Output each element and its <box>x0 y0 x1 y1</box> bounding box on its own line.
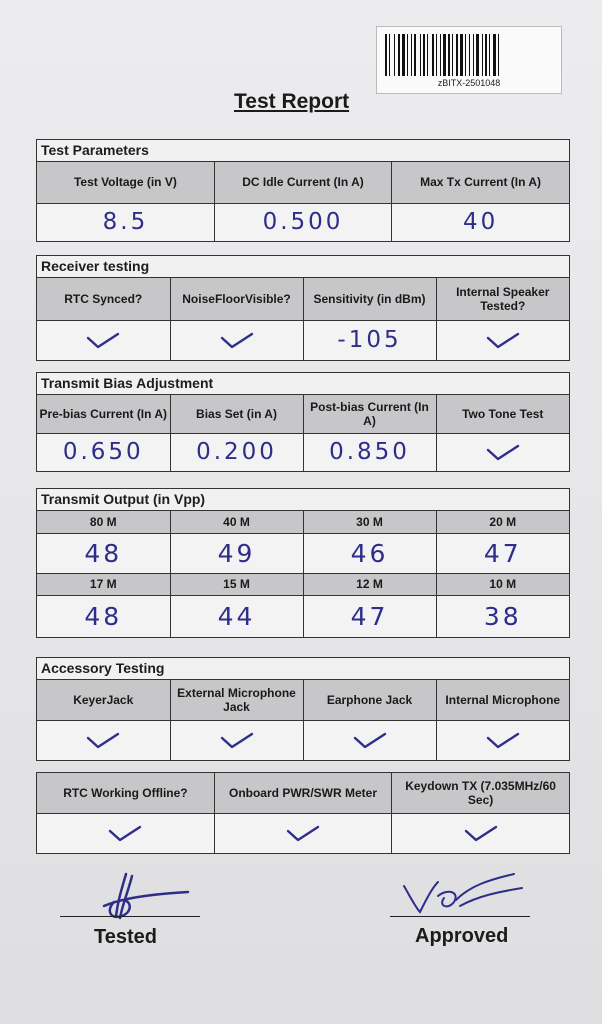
column-header: Internal Microphone <box>436 680 569 720</box>
column-header: Onboard PWR/SWR Meter <box>214 773 391 813</box>
column-header: Internal Speaker Tested? <box>436 278 569 320</box>
handwritten-value: 0.850 <box>329 439 410 466</box>
column-header: Post-bias Current (In A) <box>303 395 436 433</box>
misc-tests-section <box>36 772 570 854</box>
approved-signature-line <box>390 916 530 917</box>
transmit-bias-section <box>36 372 570 472</box>
band-header: 15 M <box>170 573 303 595</box>
page-title: Test Report <box>234 90 350 113</box>
section-heading: Transmit Bias Adjustment <box>37 373 569 395</box>
checkmark-icon <box>485 330 521 350</box>
column-header: Test Voltage (in V) <box>37 162 214 203</box>
band-header: 80 M <box>37 511 170 533</box>
receiver-testing-table <box>37 278 569 360</box>
checkmark-icon <box>285 823 321 843</box>
handwritten-value: 0.500 <box>262 209 344 236</box>
barcode-number: zBITX-2501048 <box>437 78 501 88</box>
column-header: KeyerJack <box>37 680 170 720</box>
handwritten-value: -105 <box>337 327 402 354</box>
column-header: Two Tone Test <box>436 395 569 433</box>
accessory-testing-section <box>36 657 570 761</box>
checkmark-icon <box>463 823 499 843</box>
checkmark-icon <box>85 330 121 350</box>
tested-label: Tested <box>94 926 157 948</box>
checkmark-icon <box>485 730 521 750</box>
handwritten-value: 38 <box>483 601 522 631</box>
section-heading: Accessory Testing <box>37 658 569 680</box>
band-header: 30 M <box>303 511 436 533</box>
handwritten-value: 8.5 <box>102 209 149 236</box>
handwritten-value: 40 <box>462 209 499 236</box>
checkmark-icon <box>107 823 143 843</box>
barcode-icon <box>385 34 553 76</box>
handwritten-value: 47 <box>350 601 389 631</box>
column-header: Sensitivity (in dBm) <box>303 278 436 320</box>
transmit-output-section <box>36 488 570 638</box>
band-header: 12 M <box>303 573 436 595</box>
transmit-bias-table <box>37 395 569 471</box>
column-header: Max Tx Current (In A) <box>392 162 569 203</box>
column-header: RTC Synced? <box>37 278 170 320</box>
tested-signature-icon <box>92 866 202 926</box>
misc-tests-table <box>37 773 569 853</box>
receiver-testing-section <box>36 255 570 361</box>
column-header: Bias Set (in A) <box>170 395 303 433</box>
checkmark-icon <box>219 730 255 750</box>
section-heading: Receiver testing <box>37 256 569 278</box>
accessory-testing-table <box>37 680 569 760</box>
column-header: DC Idle Current (In A) <box>214 162 391 203</box>
checkmark-icon <box>219 330 255 350</box>
column-header: Pre-bias Current (In A) <box>37 395 170 433</box>
barcode-label <box>376 26 562 94</box>
handwritten-value: 0.200 <box>196 439 277 466</box>
band-header: 20 M <box>436 511 569 533</box>
handwritten-value: 48 <box>84 601 123 631</box>
approved-signature-icon <box>398 866 528 922</box>
column-header: RTC Working Offline? <box>37 773 214 813</box>
column-header: NoiseFloorVisible? <box>170 278 303 320</box>
band-header: 17 M <box>37 573 170 595</box>
checkmark-icon <box>85 730 121 750</box>
checkmark-icon <box>352 730 388 750</box>
column-header: External Microphone Jack <box>170 680 303 720</box>
column-header: Keydown TX (7.035MHz/60 Sec) <box>392 773 569 813</box>
band-header: 40 M <box>170 511 303 533</box>
handwritten-value: 49 <box>217 538 256 568</box>
handwritten-value: 0.650 <box>62 439 144 466</box>
handwritten-value: 48 <box>84 538 123 568</box>
band-header: 10 M <box>436 573 569 595</box>
test-parameters-table <box>37 162 569 241</box>
handwritten-value: 47 <box>483 538 522 568</box>
handwritten-value: 44 <box>217 601 256 631</box>
checkmark-icon <box>485 442 521 462</box>
handwritten-value: 46 <box>350 538 389 568</box>
column-header: Earphone Jack <box>303 680 436 720</box>
section-heading: Transmit Output (in Vpp) <box>37 489 569 511</box>
transmit-output-table <box>37 511 569 637</box>
approved-label: Approved <box>415 925 509 947</box>
section-heading: Test Parameters <box>37 140 569 162</box>
tested-signature-line <box>60 916 200 917</box>
test-parameters-section <box>36 139 570 242</box>
